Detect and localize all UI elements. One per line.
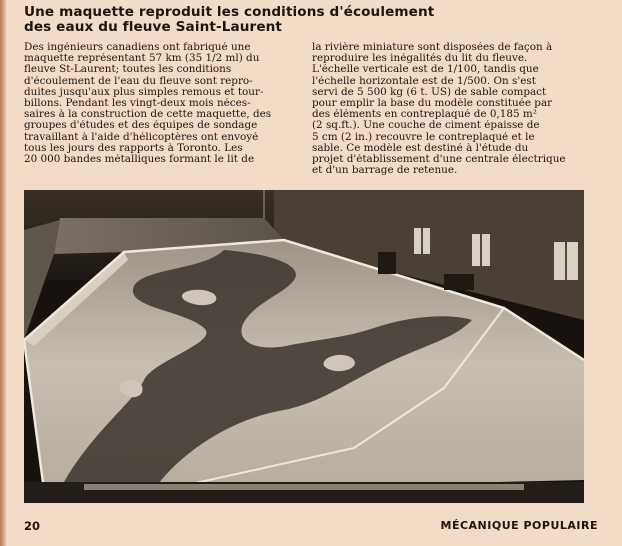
- text-line: 20 000 bandes métalliques formant le lit de: [24, 154, 255, 166]
- magazine-name: MÉCANIQUE POPULAIRE: [440, 519, 598, 532]
- text-line: l'échelle horizontale est de 1/500. On s'est: [312, 75, 536, 87]
- text-line: projet d'établissement d'une centrale électrique: [312, 154, 566, 166]
- text-line: 5 cm (2 in.) recouvre le contreplaqué et le: [312, 131, 535, 143]
- text-line: d'écoulement de l'eau du fleuve sont repro-: [24, 75, 253, 87]
- text-line: servi de 5 500 kg (6 t. US) de sable compact: [312, 86, 547, 98]
- foreground-ledge: [84, 484, 524, 490]
- text-line: tous les jours des rapports à Toronto. Les: [24, 142, 243, 154]
- page-edge: [0, 0, 6, 546]
- text-line: duites jusqu'aux plus simples remous et tour-: [24, 86, 264, 98]
- text-line: fleuve St-Laurent; toutes les conditions: [24, 64, 232, 76]
- text-line: pour emplir la base du modèle constituée par: [312, 98, 553, 110]
- text-line: maquette représentant 57 km (35 1/2 ml) du: [24, 53, 260, 65]
- text-line: billons. Pendant les vingt-deux mois néces-: [24, 98, 251, 110]
- headline-line-2: des eaux du fleuve Saint-Laurent: [24, 19, 283, 35]
- text-line: Des ingénieurs canadiens ont fabriqué une: [24, 42, 251, 53]
- text-line: des éléments en contreplaqué de 0,185 m²: [312, 109, 537, 121]
- text-line: groupes d'études et des équipes de sondage: [24, 120, 258, 132]
- text-line: et d'un barrage de retenue.: [312, 165, 458, 177]
- article-headline: [24, 5, 454, 35]
- river-model-photo-drawing: [24, 190, 584, 503]
- right-text-column: [312, 42, 584, 176]
- text-line: la rivière miniature sont disposées de façon à: [312, 42, 553, 53]
- text-line: travaillant à l'aide d'hélicoptères ont envoyé: [24, 131, 259, 143]
- text-line: sable. Ce modèle est destiné à l'étude du: [312, 142, 529, 154]
- headline-line-1: Une maquette reproduit les conditions d'écoulement: [24, 4, 435, 20]
- text-line: reproduire les inégalités du lit du fleuve.: [312, 53, 528, 65]
- river-model-photo: [24, 190, 584, 503]
- text-line: (2 sq.ft.). Une couche de ciment épaisse de: [312, 120, 540, 132]
- text-line: L'échelle verticale est de 1/100, tandis que: [312, 64, 539, 76]
- page-number: 20: [24, 519, 41, 533]
- text-line: saires à la construction de cette maquette, des: [24, 109, 272, 121]
- left-text-column: [24, 42, 296, 165]
